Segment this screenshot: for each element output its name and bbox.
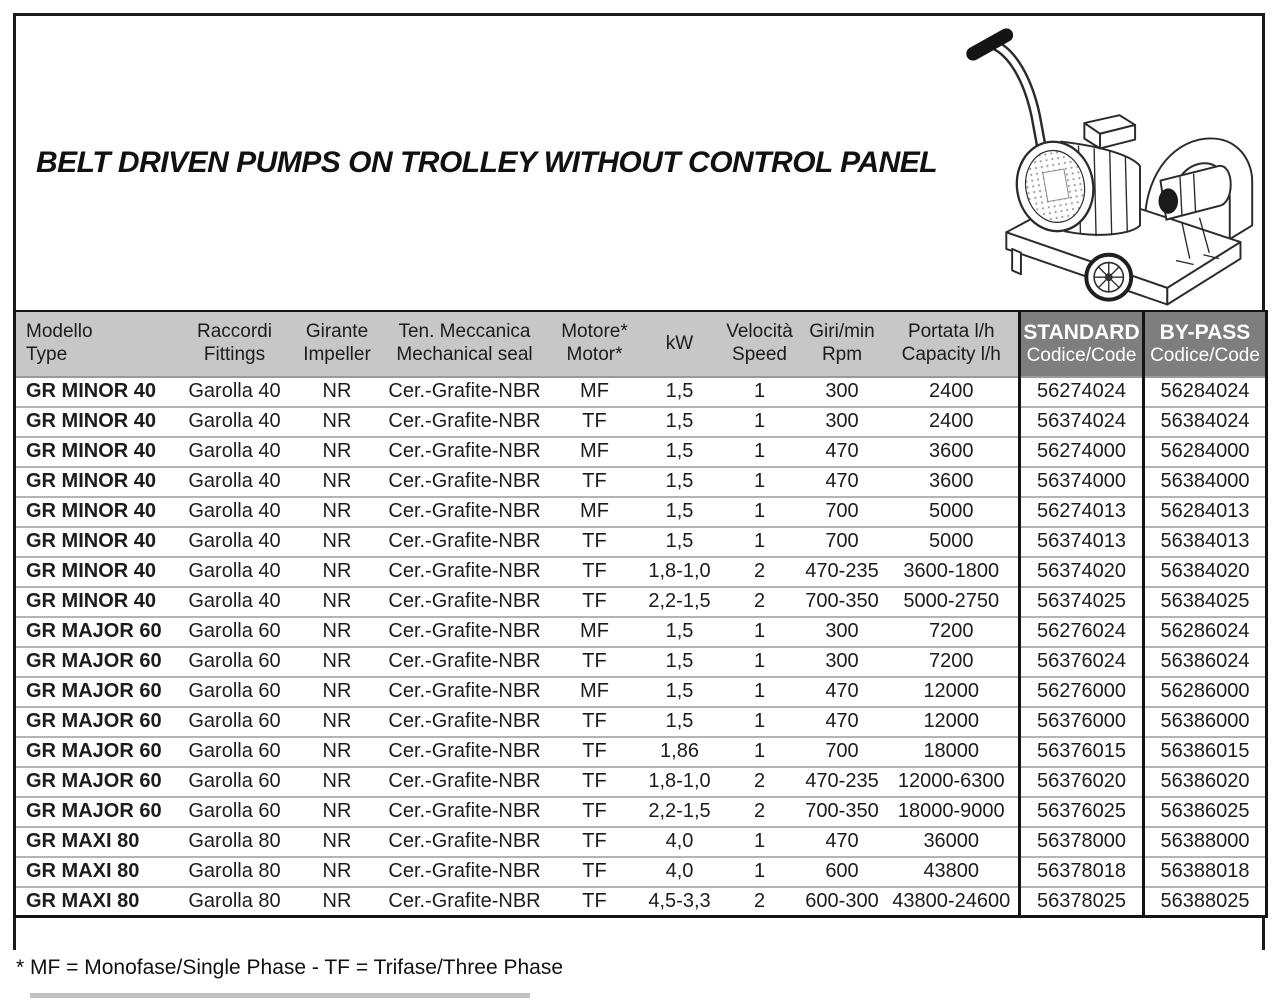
cell-seal: Cer.-Grafite-NBR bbox=[380, 857, 550, 887]
cell-rpm: 470 bbox=[800, 707, 885, 737]
cell-model: GR MAJOR 60 bbox=[15, 737, 175, 767]
table-row bbox=[15, 767, 1267, 797]
cell-motor: TF bbox=[550, 827, 640, 857]
cell-motor: MF bbox=[550, 617, 640, 647]
cell-rpm: 700 bbox=[800, 527, 885, 557]
cell-speed: 2 bbox=[720, 797, 800, 827]
cell-bypass_code: 56386025 bbox=[1144, 797, 1267, 827]
cell-kw: 2,2-1,5 bbox=[640, 587, 720, 617]
col-header-mechanical-seal: Ten. Meccanica Mechanical seal bbox=[380, 311, 550, 377]
cell-rpm: 300 bbox=[800, 407, 885, 437]
cell-standard_code: 56374020 bbox=[1020, 557, 1144, 587]
cell-rpm: 600-300 bbox=[800, 887, 885, 917]
cell-model: GR MINOR 40 bbox=[15, 377, 175, 407]
cell-motor: TF bbox=[550, 527, 640, 557]
cell-speed: 1 bbox=[720, 407, 800, 437]
table-row bbox=[15, 587, 1267, 617]
cell-fittings: Garolla 40 bbox=[175, 407, 295, 437]
cell-rpm: 300 bbox=[800, 377, 885, 407]
cell-motor: TF bbox=[550, 467, 640, 497]
cell-fittings: Garolla 80 bbox=[175, 827, 295, 857]
cell-model: GR MAJOR 60 bbox=[15, 617, 175, 647]
cell-motor: MF bbox=[550, 377, 640, 407]
cell-seal: Cer.-Grafite-NBR bbox=[380, 557, 550, 587]
cell-capacity: 3600-1800 bbox=[885, 557, 1020, 587]
cell-rpm: 470-235 bbox=[800, 767, 885, 797]
cell-model: GR MAXI 80 bbox=[15, 827, 175, 857]
col-header-impeller: Girante Impeller bbox=[295, 311, 380, 377]
cell-seal: Cer.-Grafite-NBR bbox=[380, 497, 550, 527]
cell-kw: 1,8-1,0 bbox=[640, 767, 720, 797]
cell-rpm: 700 bbox=[800, 497, 885, 527]
table-row bbox=[15, 557, 1267, 587]
cell-impeller: NR bbox=[295, 887, 380, 917]
motor-legend-footnote: * MF = Monofase/Single Phase - TF = Trifase/Three Phase bbox=[16, 956, 564, 979]
cell-standard_code: 56274024 bbox=[1020, 377, 1144, 407]
cell-bypass_code: 56386020 bbox=[1144, 767, 1267, 797]
cell-seal: Cer.-Grafite-NBR bbox=[380, 707, 550, 737]
cell-seal: Cer.-Grafite-NBR bbox=[380, 377, 550, 407]
table-row bbox=[15, 437, 1267, 467]
cell-kw: 1,5 bbox=[640, 677, 720, 707]
cell-model: GR MAXI 80 bbox=[15, 887, 175, 917]
cell-kw: 1,5 bbox=[640, 497, 720, 527]
cell-motor: TF bbox=[550, 887, 640, 917]
cell-model: GR MINOR 40 bbox=[15, 407, 175, 437]
cell-seal: Cer.-Grafite-NBR bbox=[380, 767, 550, 797]
cell-capacity: 5000 bbox=[885, 497, 1020, 527]
cell-motor: TF bbox=[550, 797, 640, 827]
table-row bbox=[15, 677, 1267, 707]
cell-kw: 1,8-1,0 bbox=[640, 557, 720, 587]
cell-speed: 2 bbox=[720, 557, 800, 587]
cell-kw: 4,0 bbox=[640, 857, 720, 887]
cell-standard_code: 56374013 bbox=[1020, 527, 1144, 557]
cell-speed: 1 bbox=[720, 737, 800, 767]
cell-seal: Cer.-Grafite-NBR bbox=[380, 647, 550, 677]
cell-standard_code: 56276024 bbox=[1020, 617, 1144, 647]
cell-standard_code: 56376024 bbox=[1020, 647, 1144, 677]
cell-bypass_code: 56286000 bbox=[1144, 677, 1267, 707]
cell-bypass_code: 56284000 bbox=[1144, 437, 1267, 467]
cell-fittings: Garolla 60 bbox=[175, 797, 295, 827]
cell-rpm: 470 bbox=[800, 827, 885, 857]
cell-fittings: Garolla 40 bbox=[175, 377, 295, 407]
table-row bbox=[15, 707, 1267, 737]
cell-speed: 1 bbox=[720, 827, 800, 857]
cell-motor: MF bbox=[550, 437, 640, 467]
cell-impeller: NR bbox=[295, 677, 380, 707]
cell-capacity: 12000-6300 bbox=[885, 767, 1020, 797]
cell-capacity: 3600 bbox=[885, 437, 1020, 467]
cell-impeller: NR bbox=[295, 467, 380, 497]
cell-seal: Cer.-Grafite-NBR bbox=[380, 587, 550, 617]
cell-model: GR MINOR 40 bbox=[15, 527, 175, 557]
cell-motor: MF bbox=[550, 677, 640, 707]
cell-capacity: 36000 bbox=[885, 827, 1020, 857]
cell-impeller: NR bbox=[295, 767, 380, 797]
cell-fittings: Garolla 60 bbox=[175, 767, 295, 797]
pump-trolley-illustration bbox=[938, 18, 1260, 310]
cell-rpm: 300 bbox=[800, 647, 885, 677]
cell-fittings: Garolla 60 bbox=[175, 677, 295, 707]
cell-kw: 1,5 bbox=[640, 617, 720, 647]
cell-impeller: NR bbox=[295, 857, 380, 887]
cell-fittings: Garolla 40 bbox=[175, 587, 295, 617]
cell-seal: Cer.-Grafite-NBR bbox=[380, 407, 550, 437]
cell-rpm: 470 bbox=[800, 437, 885, 467]
cell-capacity: 2400 bbox=[885, 407, 1020, 437]
cell-standard_code: 56376000 bbox=[1020, 707, 1144, 737]
cell-speed: 1 bbox=[720, 377, 800, 407]
cell-model: GR MAJOR 60 bbox=[15, 647, 175, 677]
cell-fittings: Garolla 40 bbox=[175, 497, 295, 527]
cell-impeller: NR bbox=[295, 647, 380, 677]
cell-bypass_code: 56384013 bbox=[1144, 527, 1267, 557]
cell-standard_code: 56374000 bbox=[1020, 467, 1144, 497]
cell-model: GR MAJOR 60 bbox=[15, 707, 175, 737]
cell-speed: 1 bbox=[720, 497, 800, 527]
cell-motor: TF bbox=[550, 857, 640, 887]
cell-capacity: 5000 bbox=[885, 527, 1020, 557]
table-row bbox=[15, 857, 1267, 887]
cell-capacity: 5000-2750 bbox=[885, 587, 1020, 617]
cell-model: GR MAJOR 60 bbox=[15, 767, 175, 797]
cell-capacity: 2400 bbox=[885, 377, 1020, 407]
cell-kw: 1,86 bbox=[640, 737, 720, 767]
cell-bypass_code: 56384020 bbox=[1144, 557, 1267, 587]
cell-kw: 1,5 bbox=[640, 407, 720, 437]
cell-rpm: 700-350 bbox=[800, 797, 885, 827]
cell-standard_code: 56376020 bbox=[1020, 767, 1144, 797]
cell-model: GR MAJOR 60 bbox=[15, 797, 175, 827]
cell-impeller: NR bbox=[295, 797, 380, 827]
cell-impeller: NR bbox=[295, 557, 380, 587]
cell-standard_code: 56374025 bbox=[1020, 587, 1144, 617]
cell-motor: TF bbox=[550, 587, 640, 617]
cell-model: GR MINOR 40 bbox=[15, 467, 175, 497]
cell-bypass_code: 56388025 bbox=[1144, 887, 1267, 917]
col-header-motor: Motore* Motor* bbox=[550, 311, 640, 377]
cell-fittings: Garolla 40 bbox=[175, 527, 295, 557]
cell-rpm: 600 bbox=[800, 857, 885, 887]
cell-fittings: Garolla 60 bbox=[175, 737, 295, 767]
cell-fittings: Garolla 40 bbox=[175, 557, 295, 587]
cell-bypass_code: 56384000 bbox=[1144, 467, 1267, 497]
cell-rpm: 470-235 bbox=[800, 557, 885, 587]
col-header-bypass-code: BY-PASS Codice/Code bbox=[1144, 311, 1267, 377]
cell-model: GR MINOR 40 bbox=[15, 497, 175, 527]
cell-standard_code: 56378018 bbox=[1020, 857, 1144, 887]
cell-seal: Cer.-Grafite-NBR bbox=[380, 617, 550, 647]
cell-impeller: NR bbox=[295, 587, 380, 617]
cell-impeller: NR bbox=[295, 737, 380, 767]
cell-kw: 1,5 bbox=[640, 467, 720, 497]
cell-fittings: Garolla 80 bbox=[175, 857, 295, 887]
cell-seal: Cer.-Grafite-NBR bbox=[380, 737, 550, 767]
cell-standard_code: 56276000 bbox=[1020, 677, 1144, 707]
table-row bbox=[15, 647, 1267, 677]
cell-motor: TF bbox=[550, 707, 640, 737]
cell-model: GR MINOR 40 bbox=[15, 557, 175, 587]
cell-impeller: NR bbox=[295, 407, 380, 437]
cell-model: GR MAXI 80 bbox=[15, 857, 175, 887]
table-row bbox=[15, 377, 1267, 407]
pump-rows bbox=[15, 377, 1267, 917]
col-header-capacity: Portata l/h Capacity l/h bbox=[885, 311, 1020, 377]
cell-capacity: 18000 bbox=[885, 737, 1020, 767]
cell-impeller: NR bbox=[295, 437, 380, 467]
cell-fittings: Garolla 60 bbox=[175, 707, 295, 737]
cell-model: GR MINOR 40 bbox=[15, 587, 175, 617]
col-header-fittings: Raccordi Fittings bbox=[175, 311, 295, 377]
cell-bypass_code: 56284024 bbox=[1144, 377, 1267, 407]
cell-bypass_code: 56388000 bbox=[1144, 827, 1267, 857]
table-row bbox=[15, 407, 1267, 437]
cell-kw: 4,5-3,3 bbox=[640, 887, 720, 917]
cell-kw: 1,5 bbox=[640, 527, 720, 557]
cell-speed: 1 bbox=[720, 677, 800, 707]
cell-capacity: 43800-24600 bbox=[885, 887, 1020, 917]
cell-fittings: Garolla 80 bbox=[175, 887, 295, 917]
cell-impeller: NR bbox=[295, 617, 380, 647]
cell-capacity: 7200 bbox=[885, 647, 1020, 677]
cell-motor: TF bbox=[550, 407, 640, 437]
cell-capacity: 18000-9000 bbox=[885, 797, 1020, 827]
cell-standard_code: 56274013 bbox=[1020, 497, 1144, 527]
col-header-rpm: Giri/min Rpm bbox=[800, 311, 885, 377]
cell-capacity: 43800 bbox=[885, 857, 1020, 887]
cell-seal: Cer.-Grafite-NBR bbox=[380, 827, 550, 857]
cell-speed: 1 bbox=[720, 437, 800, 467]
cell-seal: Cer.-Grafite-NBR bbox=[380, 677, 550, 707]
cell-standard_code: 56274000 bbox=[1020, 437, 1144, 467]
pump-spec-table bbox=[13, 310, 1268, 918]
cell-motor: TF bbox=[550, 767, 640, 797]
cell-fittings: Garolla 40 bbox=[175, 467, 295, 497]
cell-speed: 1 bbox=[720, 527, 800, 557]
col-header-kw: kW bbox=[640, 311, 720, 377]
cell-seal: Cer.-Grafite-NBR bbox=[380, 797, 550, 827]
cell-impeller: NR bbox=[295, 827, 380, 857]
cell-impeller: NR bbox=[295, 377, 380, 407]
table-row bbox=[15, 527, 1267, 557]
col-header-speed: Velocità Speed bbox=[720, 311, 800, 377]
cell-model: GR MINOR 40 bbox=[15, 437, 175, 467]
cell-seal: Cer.-Grafite-NBR bbox=[380, 467, 550, 497]
cell-bypass_code: 56384025 bbox=[1144, 587, 1267, 617]
cell-motor: TF bbox=[550, 557, 640, 587]
cell-bypass_code: 56286024 bbox=[1144, 617, 1267, 647]
table-row bbox=[15, 497, 1267, 527]
cell-bypass_code: 56284013 bbox=[1144, 497, 1267, 527]
cell-bypass_code: 56386015 bbox=[1144, 737, 1267, 767]
cell-impeller: NR bbox=[295, 707, 380, 737]
cell-model: GR MAJOR 60 bbox=[15, 677, 175, 707]
cell-motor: TF bbox=[550, 647, 640, 677]
cell-rpm: 700-350 bbox=[800, 587, 885, 617]
cell-speed: 2 bbox=[720, 767, 800, 797]
cell-kw: 1,5 bbox=[640, 707, 720, 737]
cell-standard_code: 56378025 bbox=[1020, 887, 1144, 917]
col-header-standard-code: STANDARD Codice/Code bbox=[1020, 311, 1144, 377]
cell-kw: 1,5 bbox=[640, 647, 720, 677]
col-header-model: Modello Type bbox=[15, 311, 175, 377]
table-row bbox=[15, 887, 1267, 917]
cell-rpm: 470 bbox=[800, 467, 885, 497]
cell-standard_code: 56376025 bbox=[1020, 797, 1144, 827]
cell-standard_code: 56378000 bbox=[1020, 827, 1144, 857]
cell-motor: TF bbox=[550, 737, 640, 767]
cell-fittings: Garolla 40 bbox=[175, 437, 295, 467]
cell-seal: Cer.-Grafite-NBR bbox=[380, 887, 550, 917]
cell-speed: 1 bbox=[720, 617, 800, 647]
table-header-row bbox=[15, 311, 1267, 377]
cell-motor: MF bbox=[550, 497, 640, 527]
cell-impeller: NR bbox=[295, 497, 380, 527]
page-frame bbox=[13, 13, 1265, 950]
cell-kw: 4,0 bbox=[640, 827, 720, 857]
cell-impeller: NR bbox=[295, 527, 380, 557]
cell-rpm: 470 bbox=[800, 677, 885, 707]
cell-speed: 1 bbox=[720, 647, 800, 677]
table-row bbox=[15, 617, 1267, 647]
table-row bbox=[15, 797, 1267, 827]
cell-speed: 1 bbox=[720, 467, 800, 497]
table-row bbox=[15, 827, 1267, 857]
cell-speed: 1 bbox=[720, 707, 800, 737]
cell-capacity: 7200 bbox=[885, 617, 1020, 647]
cell-fittings: Garolla 60 bbox=[175, 647, 295, 677]
cell-kw: 1,5 bbox=[640, 377, 720, 407]
page-title: BELT DRIVEN PUMPS ON TROLLEY WITHOUT CONTROL PANEL bbox=[36, 146, 938, 179]
cell-bypass_code: 56386000 bbox=[1144, 707, 1267, 737]
cell-seal: Cer.-Grafite-NBR bbox=[380, 527, 550, 557]
cell-capacity: 12000 bbox=[885, 707, 1020, 737]
cell-fittings: Garolla 60 bbox=[175, 617, 295, 647]
cell-speed: 1 bbox=[720, 857, 800, 887]
cell-kw: 2,2-1,5 bbox=[640, 797, 720, 827]
cell-speed: 2 bbox=[720, 887, 800, 917]
cell-bypass_code: 56386024 bbox=[1144, 647, 1267, 677]
cell-kw: 1,5 bbox=[640, 437, 720, 467]
cell-standard_code: 56376015 bbox=[1020, 737, 1144, 767]
table-row bbox=[15, 737, 1267, 767]
cropped-next-section-bar bbox=[30, 993, 530, 998]
cell-standard_code: 56374024 bbox=[1020, 407, 1144, 437]
cell-bypass_code: 56384024 bbox=[1144, 407, 1267, 437]
cell-speed: 2 bbox=[720, 587, 800, 617]
table-row bbox=[15, 467, 1267, 497]
cell-rpm: 700 bbox=[800, 737, 885, 767]
cell-seal: Cer.-Grafite-NBR bbox=[380, 437, 550, 467]
cell-bypass_code: 56388018 bbox=[1144, 857, 1267, 887]
cell-rpm: 300 bbox=[800, 617, 885, 647]
cell-capacity: 3600 bbox=[885, 467, 1020, 497]
cell-capacity: 12000 bbox=[885, 677, 1020, 707]
